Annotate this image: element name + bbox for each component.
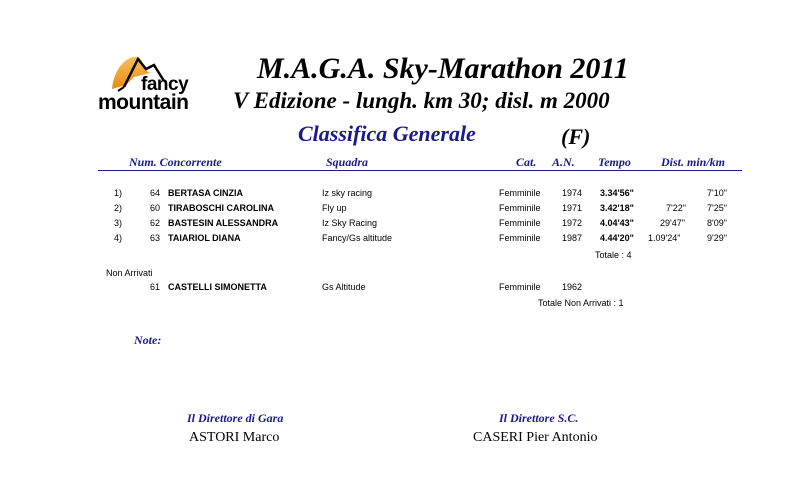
row-time: 4.44'20" bbox=[600, 233, 634, 243]
row-team: Iz sky racing bbox=[322, 188, 373, 198]
row-category: Femminile bbox=[499, 203, 541, 213]
row-team: Gs Altitude bbox=[322, 282, 366, 292]
page-title: M.A.G.A. Sky-Marathon 2011 bbox=[257, 52, 629, 85]
signature-name-sc: CASERI Pier Antonio bbox=[473, 430, 598, 445]
fancy-mountain-logo bbox=[94, 47, 214, 117]
table-row bbox=[0, 218, 794, 233]
row-birth-year: 1972 bbox=[562, 218, 583, 228]
row-category: Femminile bbox=[499, 282, 541, 292]
row-gap: 1.09'24" bbox=[648, 233, 681, 243]
classification-title: Classifica Generale bbox=[298, 121, 476, 146]
row-position: 3) bbox=[114, 218, 123, 228]
column-header-num-concorrente: Num. Concorrente bbox=[129, 155, 222, 169]
signature-name-gara: ASTORI Marco bbox=[189, 430, 280, 445]
column-header-squadra: Squadra bbox=[326, 155, 369, 169]
logo-text-fancy: fancy bbox=[141, 74, 189, 95]
row-gap: 29'47" bbox=[660, 218, 685, 228]
row-position: 1) bbox=[114, 188, 123, 198]
signature-title-sc: Il Direttore S.C. bbox=[499, 411, 579, 425]
row-gap: 7'22" bbox=[666, 203, 686, 213]
row-athlete-name: TIRABOSCHI CAROLINA bbox=[168, 203, 274, 213]
row-position: 2) bbox=[114, 203, 123, 213]
row-bib-number: 61 bbox=[150, 282, 161, 292]
table-row bbox=[0, 282, 794, 297]
table-row bbox=[0, 203, 794, 218]
row-bib-number: 63 bbox=[150, 233, 161, 243]
row-pace: 8'09" bbox=[707, 218, 727, 228]
totale-non-arrivati: Totale Non Arrivati : 1 bbox=[538, 298, 624, 308]
row-pace: 7'25" bbox=[707, 203, 727, 213]
row-athlete-name: BASTESIN ALESSANDRA bbox=[168, 218, 279, 228]
row-time: 3.34'56" bbox=[600, 188, 634, 198]
row-athlete-name: CASTELLI SIMONETTA bbox=[168, 282, 267, 292]
page-subtitle: V Edizione - lungh. km 30; disl. m 2000 bbox=[233, 88, 610, 113]
category-label: (F) bbox=[561, 124, 591, 149]
row-category: Femminile bbox=[499, 233, 541, 243]
row-birth-year: 1987 bbox=[562, 233, 583, 243]
non-arrivati-label: Non Arrivati bbox=[106, 268, 153, 278]
totale-count: Totale : 4 bbox=[595, 250, 632, 260]
signature-title-gara: Il Direttore di Gara bbox=[187, 411, 284, 425]
row-position: 4) bbox=[114, 233, 123, 243]
row-pace: 9'29" bbox=[707, 233, 727, 243]
row-athlete-name: TAIARIOL DIANA bbox=[168, 233, 241, 243]
row-bib-number: 60 bbox=[150, 203, 161, 213]
row-bib-number: 64 bbox=[150, 188, 161, 198]
row-birth-year: 1962 bbox=[562, 282, 583, 292]
row-time: 3.42'18" bbox=[600, 203, 634, 213]
table-row bbox=[0, 188, 794, 203]
row-bib-number: 62 bbox=[150, 218, 161, 228]
row-team: Fancy/Gs altitude bbox=[322, 233, 393, 243]
row-team: Fly up bbox=[322, 203, 347, 213]
row-birth-year: 1971 bbox=[562, 203, 583, 213]
column-header-cat: Cat. bbox=[516, 155, 537, 169]
logo-text-mountain: mountain bbox=[98, 91, 189, 114]
column-header-dist: Dist. min/km bbox=[661, 155, 726, 169]
column-header-tempo: Tempo bbox=[598, 155, 631, 169]
note-label: Note: bbox=[134, 333, 162, 347]
row-category: Femminile bbox=[499, 218, 541, 228]
row-pace: 7'10" bbox=[707, 188, 727, 198]
header-divider bbox=[98, 170, 742, 171]
row-time: 4.04'43" bbox=[600, 218, 634, 228]
row-category: Femminile bbox=[499, 188, 541, 198]
column-header-an: A.N. bbox=[552, 155, 575, 169]
table-row bbox=[0, 233, 794, 248]
row-birth-year: 1974 bbox=[562, 188, 583, 198]
row-athlete-name: BERTASA CINZIA bbox=[168, 188, 243, 198]
row-team: Iz Sky Racing bbox=[322, 218, 378, 228]
